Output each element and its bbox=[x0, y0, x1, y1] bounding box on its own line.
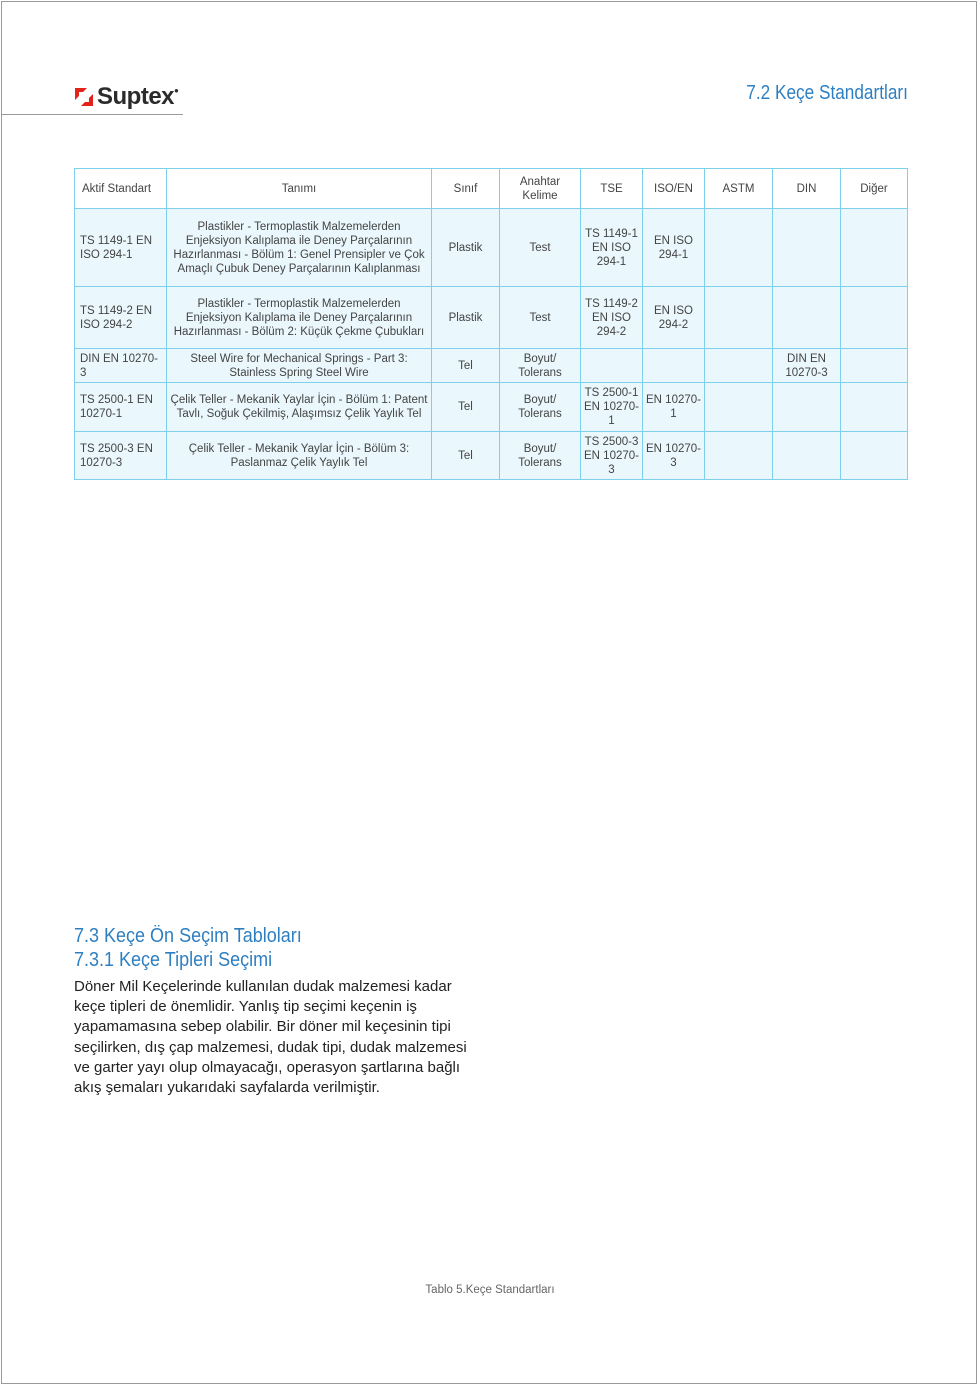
cell-tse: TS 1149-2 EN ISO 294-2 bbox=[581, 287, 643, 349]
col-header: TSE bbox=[581, 169, 643, 209]
cell-class: Plastik bbox=[432, 209, 500, 287]
col-header: Aktif Standart bbox=[75, 169, 167, 209]
cell-standard: TS 1149-1 EN ISO 294-1 bbox=[75, 209, 167, 287]
registered-mark: ● bbox=[174, 86, 179, 95]
header-rule bbox=[1, 114, 183, 115]
cell-class: Tel bbox=[432, 432, 500, 480]
cell-astm bbox=[705, 383, 773, 432]
table-row bbox=[75, 349, 908, 383]
cell-description: Plastikler - Termoplastik Malzemelerden Enjeksiyon Kalıplama ile Deney Parçalarının Hazırlanması - Bölüm 2: Küçük Çekme Çubukları bbox=[167, 287, 432, 349]
col-header: ASTM bbox=[705, 169, 773, 209]
cell-iso-en: EN 10270-1 bbox=[643, 383, 705, 432]
section-title: 7.3 Keçe Ön Seçim Tabloları bbox=[74, 925, 302, 947]
cell-keyword: Boyut/ Tolerans bbox=[500, 432, 581, 480]
cell-tse: TS 2500-3 EN 10270-3 bbox=[581, 432, 643, 480]
cell-tse: TS 2500-1 EN 10270-1 bbox=[581, 383, 643, 432]
cell-keyword: Test bbox=[500, 287, 581, 349]
table-row bbox=[75, 383, 908, 432]
cell-astm bbox=[705, 287, 773, 349]
cell-keyword: Boyut/ Tolerans bbox=[500, 383, 581, 432]
body-paragraph: Döner Mil Keçelerinde kullanılan dudak malzemesi kadar keçe tipleri de önemlidir. Yanlış tip seçimi keçenin iş yapamamasına sebep olabilir. Bir döner mil keçesinin tipi seçilirken, dış çap malzemesi, dudak tipi, dudak malzemesi ve garter yayı olup olmayacağı, operasyon şartlarına bağlı akış şemaları yukarıdaki sayfalarda verilmiştir. bbox=[74, 978, 467, 1097]
col-header: ISO/EN bbox=[643, 169, 705, 209]
col-header: Tanımı bbox=[167, 169, 432, 209]
cell-din: DIN EN 10270-3 bbox=[773, 349, 841, 383]
cell-standard: TS 1149-2 EN ISO 294-2 bbox=[75, 287, 167, 349]
cell-astm bbox=[705, 432, 773, 480]
cell-keyword: Boyut/ Tolerans bbox=[500, 349, 581, 383]
cell-class: Tel bbox=[432, 349, 500, 383]
brand-name: Suptex bbox=[97, 83, 175, 110]
cell-tse: TS 1149-1 EN ISO 294-1 bbox=[581, 209, 643, 287]
cell-other bbox=[841, 432, 908, 480]
cell-description: Plastikler - Termoplastik Malzemelerden Enjeksiyon Kalıplama ile Deney Parçalarının Hazırlanması - Bölüm 1: Genel Prensipler ve Çok Amaçlı Çubuk Deney Parçalarının Kalıplanması bbox=[167, 209, 432, 287]
table-caption: Tablo 5.Keçe Standartları bbox=[425, 1284, 555, 1296]
cell-keyword: Test bbox=[500, 209, 581, 287]
cell-din bbox=[773, 287, 841, 349]
standards-table bbox=[74, 168, 908, 480]
cell-iso-en: EN 10270-3 bbox=[643, 432, 705, 480]
cell-standard: TS 2500-3 EN 10270-3 bbox=[75, 432, 167, 480]
col-header: Anahtar Kelime bbox=[500, 169, 581, 209]
cell-other bbox=[841, 349, 908, 383]
table-row bbox=[75, 209, 908, 287]
brand-logo bbox=[73, 84, 179, 110]
table-row bbox=[75, 287, 908, 349]
cell-standard: TS 2500-1 EN 10270-1 bbox=[75, 383, 167, 432]
table-header-row bbox=[75, 169, 908, 209]
cell-din bbox=[773, 209, 841, 287]
cell-standard: DIN EN 10270-3 bbox=[75, 349, 167, 383]
suptex-logo-icon bbox=[73, 86, 95, 108]
cell-description: Steel Wire for Mechanical Springs - Part 3: Stainless Spring Steel Wire bbox=[167, 349, 432, 383]
cell-class: Plastik bbox=[432, 287, 500, 349]
cell-class: Tel bbox=[432, 383, 500, 432]
cell-description: Çelik Teller - Mekanik Yaylar İçin - Bölüm 3: Paslanmaz Çelik Yaylık Tel bbox=[167, 432, 432, 480]
cell-other bbox=[841, 209, 908, 287]
col-header: Diğer bbox=[841, 169, 908, 209]
cell-iso-en bbox=[643, 349, 705, 383]
cell-iso-en: EN ISO 294-1 bbox=[643, 209, 705, 287]
col-header: DIN bbox=[773, 169, 841, 209]
col-header: Sınıf bbox=[432, 169, 500, 209]
section-header: 7.2 Keçe Standartları bbox=[746, 82, 908, 104]
cell-tse bbox=[581, 349, 643, 383]
section-subtitle: 7.3.1 Keçe Tipleri Seçimi bbox=[74, 949, 273, 971]
table-row bbox=[75, 432, 908, 480]
cell-description: Çelik Teller - Mekanik Yaylar İçin - Bölüm 1: Patent Tavlı, Soğuk Çekilmiş, Alaşımsız Çelik Yaylık Tel bbox=[167, 383, 432, 432]
cell-astm bbox=[705, 209, 773, 287]
cell-iso-en: EN ISO 294-2 bbox=[643, 287, 705, 349]
cell-din bbox=[773, 432, 841, 480]
cell-astm bbox=[705, 349, 773, 383]
cell-other bbox=[841, 287, 908, 349]
cell-din bbox=[773, 383, 841, 432]
cell-other bbox=[841, 383, 908, 432]
